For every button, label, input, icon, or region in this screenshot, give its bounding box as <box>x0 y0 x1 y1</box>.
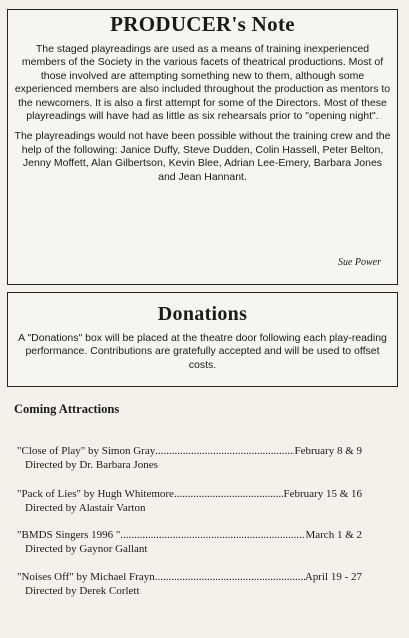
event-show: "Pack of Lies" by Hugh Whitemore <box>17 488 174 500</box>
leader-dots <box>120 528 305 542</box>
event-line <box>17 570 362 584</box>
producer-signature: Sue Power <box>337 257 381 268</box>
event-line <box>17 528 362 542</box>
event-date: February 15 & 16 <box>283 488 362 500</box>
event-close-of-play <box>17 444 362 472</box>
leader-dots <box>174 487 284 501</box>
leader-dots <box>155 570 305 584</box>
event-director: Directed by Dr. Barbara Jones <box>25 459 158 471</box>
donations-title: Donations <box>157 303 248 325</box>
donations-text: A "Donations" box will be placed at the theatre door following each play-reading performance. Contributions are gratefully accepted and will be used to offset costs. <box>18 332 387 371</box>
event-show: "Close of Play" by Simon Gray <box>17 445 156 457</box>
donations-box <box>7 292 398 387</box>
event-date: April 19 - 27 <box>304 571 362 583</box>
event-director: Directed by Gaynor Gallant <box>25 543 148 555</box>
event-bmds-singers <box>17 528 362 556</box>
event-director: Directed by Derek Corlett <box>25 585 140 597</box>
event-show: "Noises Off" by Michael Frayn <box>17 571 155 583</box>
event-pack-of-lies <box>17 487 362 515</box>
event-line <box>17 444 362 458</box>
event-date: March 1 & 2 <box>305 529 362 541</box>
producer-note-paragraph-2: The playreadings would not have been possible without the training crew and the help of the following: Janice Duffy, Steve Dudden, Colin Hassell, Peter Belton, Jenny Moffett, Alan Gilbertson, Kevin Blee, Adrian Lee-Emery, Barbara Jones and Jean Hannant. <box>14 130 391 183</box>
coming-attractions-title: Coming Attractions <box>14 402 120 416</box>
producer-note-paragraph-1: The staged playreadings are used as a means of training inexperienced members of the Society in the various facets of theatrical productions. Most of those involved are attempting something new to them, although some experienced members are also included throughout the production as mentors to the newcomers. It is also a first attempt for some of the Directors. Most of these playreadings will have had as little as six rehearsals prior to "opening night". <box>14 43 391 123</box>
producer-note-title: PRODUCER's Note <box>110 12 295 36</box>
event-date: February 8 & 9 <box>294 445 362 457</box>
leader-dots <box>155 444 294 458</box>
event-line <box>17 487 362 501</box>
event-show: "BMDS Singers 1996 " <box>17 529 121 541</box>
event-director: Directed by Alastair Varton <box>25 502 146 514</box>
producer-note-box <box>7 9 398 285</box>
event-noises-off <box>17 570 362 598</box>
